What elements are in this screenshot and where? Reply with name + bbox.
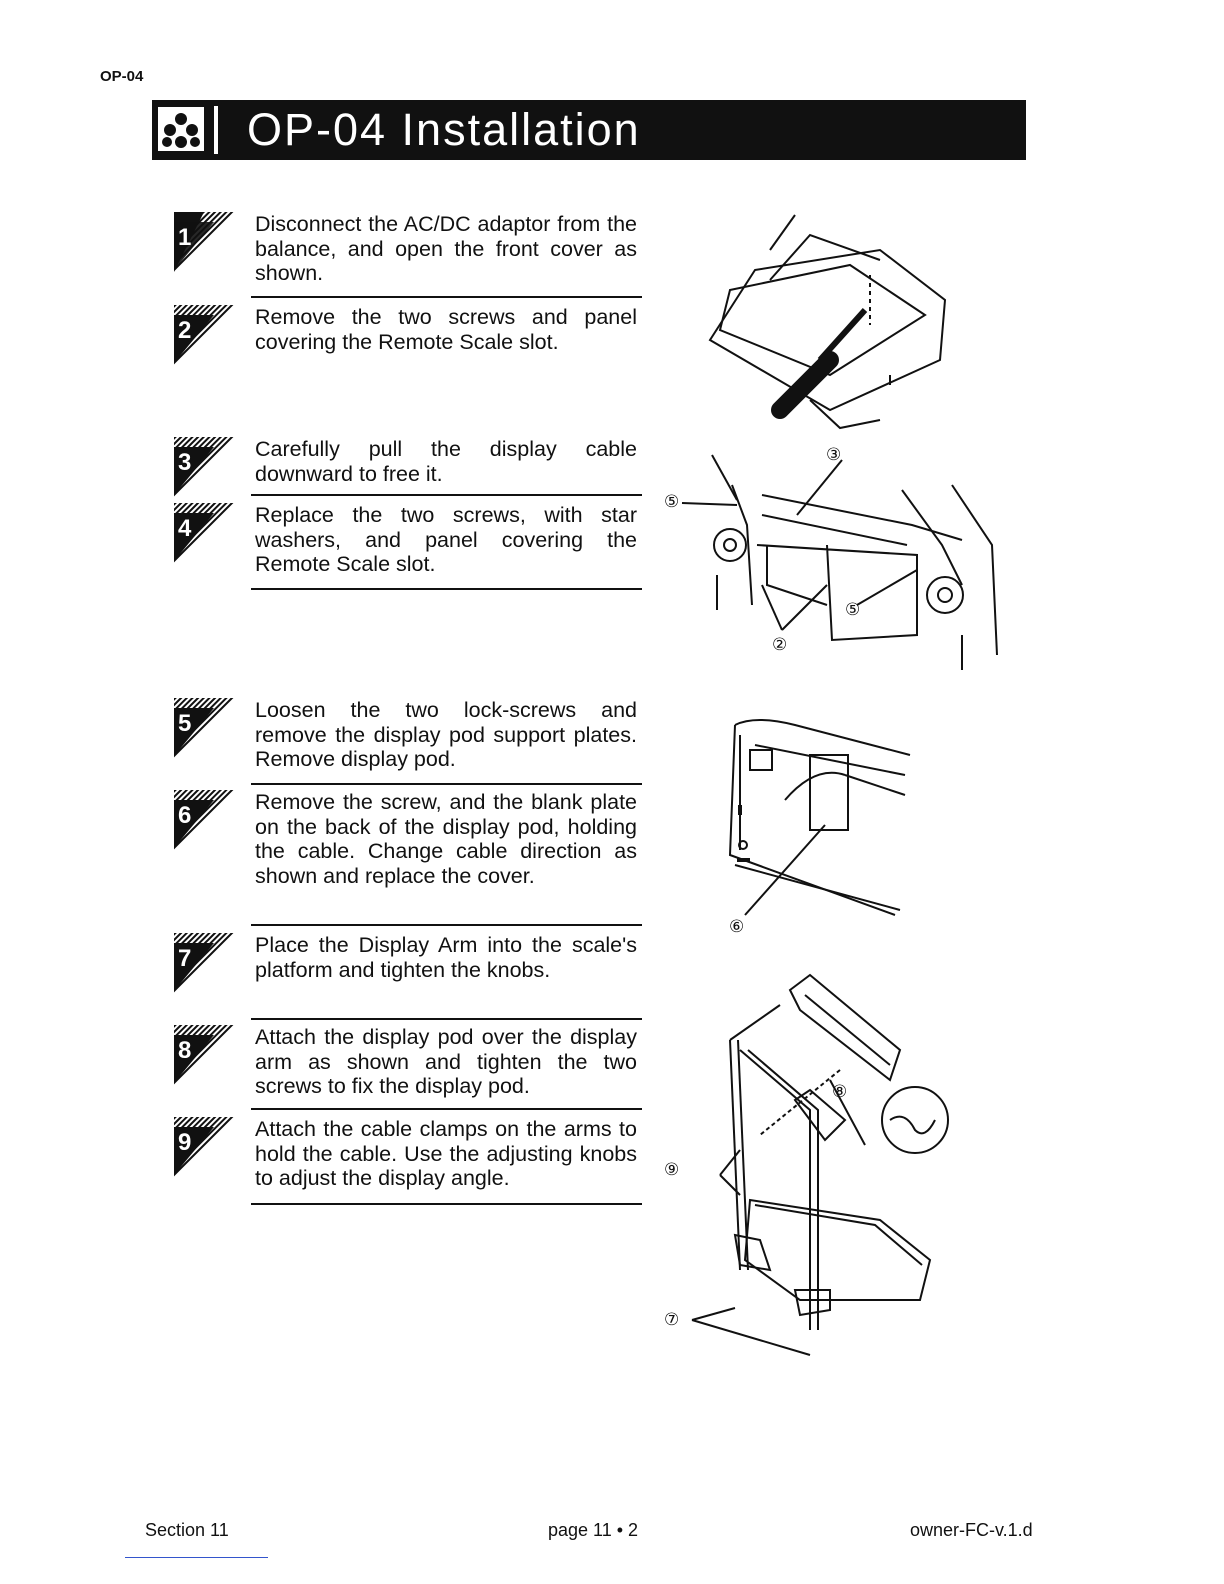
- step-text: Loosen the two lock-screws and remove the display pod support plates. Remove display pod.: [255, 698, 637, 771]
- step-badge-icon: [174, 212, 234, 272]
- remote-scale-slot-illustration: [662, 445, 1007, 675]
- step-text: Remove the two screws and panel covering the Remote Scale slot.: [255, 305, 637, 354]
- step-number: 9: [178, 1129, 192, 1156]
- divider: [251, 1108, 642, 1110]
- step-number: 1: [178, 224, 192, 251]
- step-number: 5: [178, 710, 192, 737]
- callout-label: ③: [826, 445, 842, 464]
- callout-label: ⑦: [664, 1310, 680, 1329]
- step-text: Carefully pull the display cable downward to free it.: [255, 437, 637, 486]
- balance-cover-screwdriver-illustration: [700, 210, 970, 440]
- step-number: 8: [178, 1037, 192, 1064]
- page-header-code: OP-04: [100, 68, 144, 85]
- step-text: Attach the display pod over the display arm as shown and tighten the two screws to fix the display pod.: [255, 1025, 637, 1098]
- footer-section: Section 11: [145, 1520, 229, 1540]
- divider: [251, 588, 642, 590]
- step-badge-icon: [174, 1117, 234, 1177]
- step-text: Replace the two screws, with star washers, and panel covering the Remote Scale slot.: [255, 503, 637, 576]
- title-separator: [214, 106, 218, 154]
- divider: [251, 1018, 642, 1020]
- callout-label: ⑧: [832, 1082, 848, 1101]
- divider: [251, 296, 642, 298]
- step-number: 7: [178, 945, 192, 972]
- divider: [251, 1203, 642, 1205]
- step-badge-icon: [174, 1025, 234, 1085]
- display-arm-assembly-illustration: [660, 970, 960, 1365]
- step-text: Disconnect the AC/DC adaptor from the balance, and open the front cover as shown.: [255, 212, 637, 285]
- callout-label: ⑨: [664, 1160, 680, 1179]
- callout-label: ⑤: [664, 492, 680, 511]
- step-badge-icon: [174, 790, 234, 850]
- footer-underline: [125, 1557, 268, 1558]
- footer-document-id: owner-FC-v.1.d: [910, 1520, 1033, 1540]
- step-badge-icon: [174, 933, 234, 993]
- page-title: OP-04 Installation: [247, 104, 641, 155]
- step-text: Remove the screw, and the blank plate on the back of the display pod, holding the cable. Change cable direction as shown and replace the cover.: [255, 790, 637, 888]
- step-number: 4: [178, 515, 192, 542]
- step-badge-icon: [174, 437, 234, 497]
- step-text: Attach the cable clamps on the arms to hold the cable. Use the adjusting knobs to adjust the display angle.: [255, 1117, 637, 1190]
- step-badge-icon: [174, 305, 234, 365]
- step-number: 6: [178, 802, 192, 829]
- title-banner: [152, 100, 1026, 160]
- divider: [251, 494, 642, 496]
- callout-label: ②: [772, 635, 788, 654]
- footer-page-number: page 11 • 2: [548, 1520, 639, 1540]
- step-number: 2: [178, 317, 192, 344]
- step-badge-icon: [174, 503, 234, 563]
- step-badge-icon: [174, 698, 234, 758]
- step-text: Place the Display Arm into the scale's platform and tighten the knobs.: [255, 933, 637, 982]
- divider: [251, 783, 642, 785]
- callout-label: ⑤: [845, 600, 861, 619]
- three-dots-icon: [155, 104, 207, 154]
- display-pod-back-illustration: [715, 705, 915, 940]
- step-number: 3: [178, 449, 192, 476]
- divider: [251, 924, 642, 926]
- callout-label: ⑥: [729, 917, 745, 936]
